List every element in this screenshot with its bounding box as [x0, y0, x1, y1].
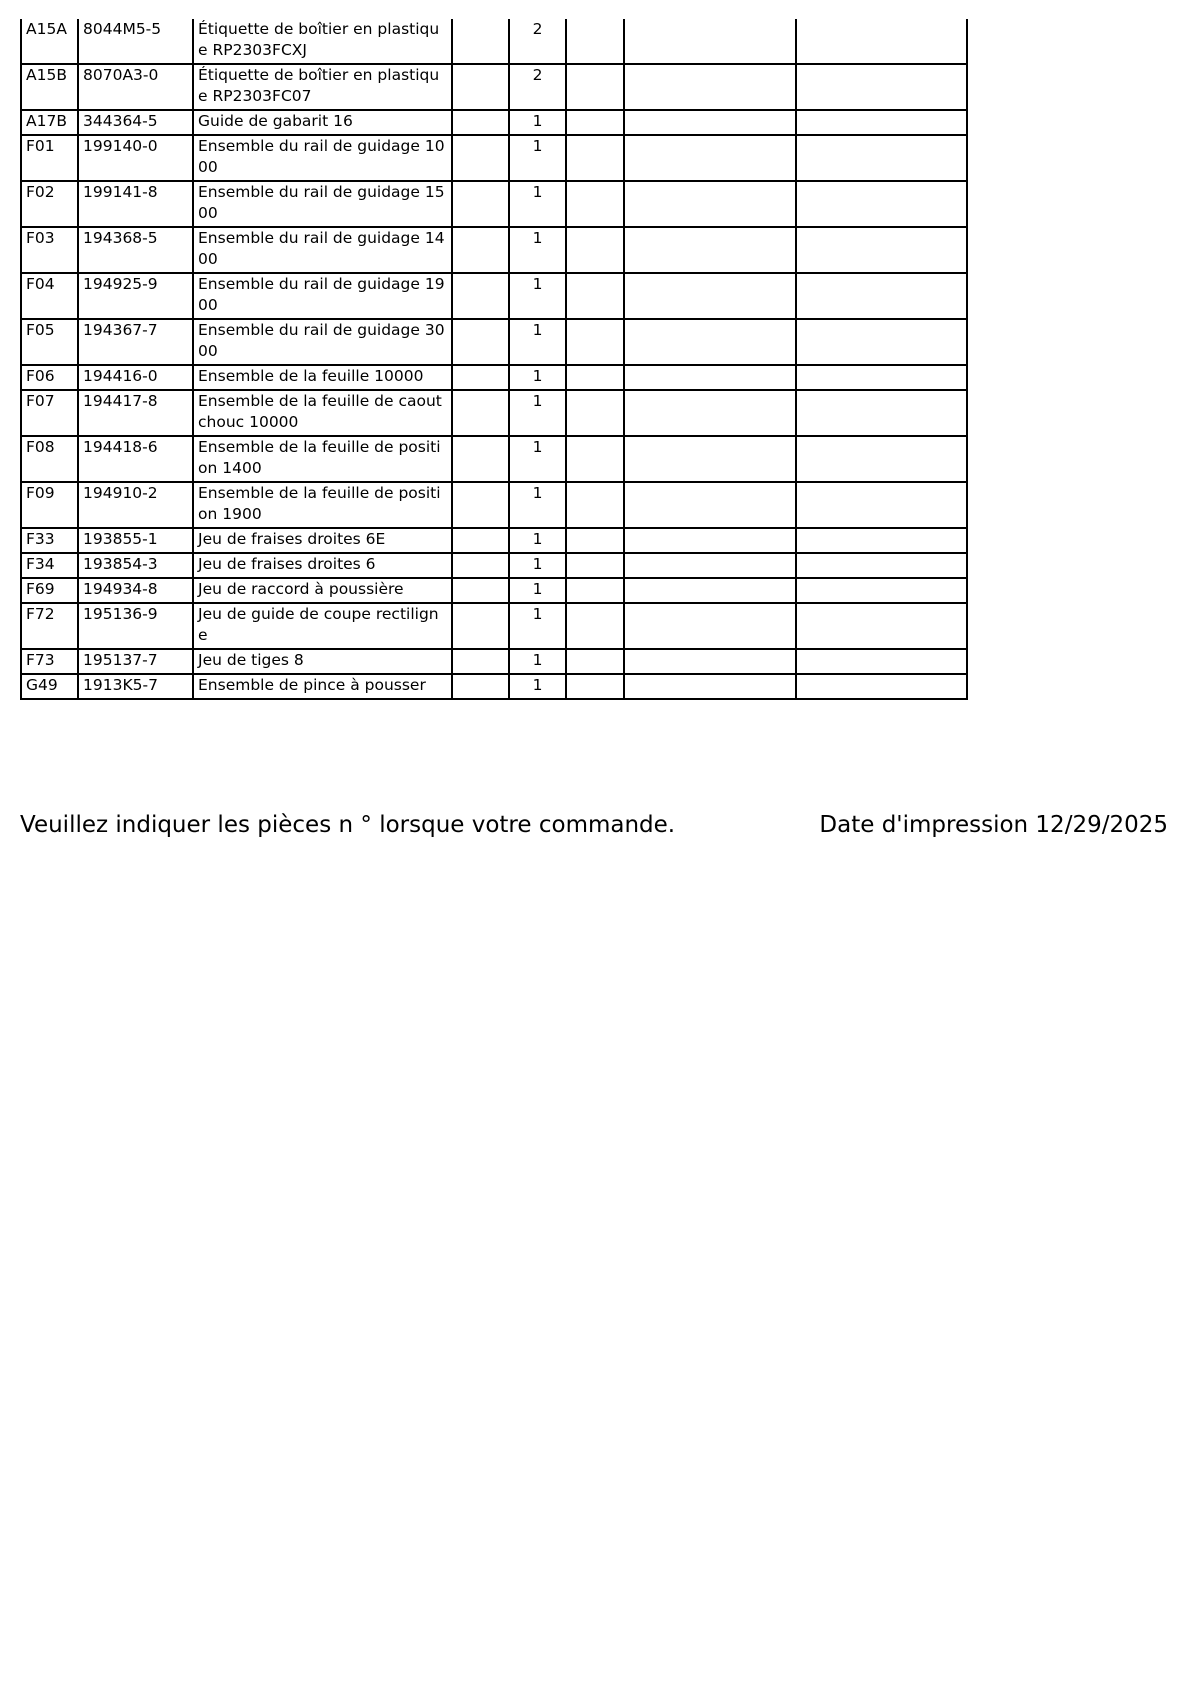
item-number-cell: G49 — [21, 674, 78, 699]
part-number-cell: 195137-7 — [78, 649, 193, 674]
quantity-cell: 1 — [509, 390, 566, 436]
item-number-cell: F02 — [21, 181, 78, 227]
quantity-cell: 1 — [509, 649, 566, 674]
empty-cell — [566, 528, 624, 553]
empty-cell — [796, 649, 967, 674]
part-number-cell: 8044M5-5 — [78, 19, 193, 64]
part-number-cell: 194934-8 — [78, 578, 193, 603]
item-number-cell: F06 — [21, 365, 78, 390]
item-number-cell: F05 — [21, 319, 78, 365]
item-number-cell: F33 — [21, 528, 78, 553]
description-cell: Ensemble du rail de guidage 1000 — [193, 135, 452, 181]
empty-cell — [624, 674, 796, 699]
empty-cell — [624, 436, 796, 482]
item-number-cell: F34 — [21, 553, 78, 578]
empty-cell — [624, 227, 796, 273]
part-number-cell: 344364-5 — [78, 110, 193, 135]
empty-cell — [624, 273, 796, 319]
empty-cell — [566, 482, 624, 528]
item-number-cell: F72 — [21, 603, 78, 649]
description-cell: Étiquette de boîtier en plastique RP2303FCXJ — [193, 19, 452, 64]
quantity-cell: 1 — [509, 436, 566, 482]
table-row — [21, 674, 967, 699]
quantity-cell: 1 — [509, 553, 566, 578]
part-number-cell: 194910-2 — [78, 482, 193, 528]
description-cell: Jeu de raccord à poussière — [193, 578, 452, 603]
description-cell: Guide de gabarit 16 — [193, 110, 452, 135]
item-number-cell: A15A — [21, 19, 78, 64]
table-row — [21, 390, 967, 436]
empty-cell — [452, 273, 509, 319]
empty-cell — [796, 578, 967, 603]
table-row — [21, 319, 967, 365]
part-number-cell: 195136-9 — [78, 603, 193, 649]
empty-cell — [452, 436, 509, 482]
quantity-cell: 1 — [509, 319, 566, 365]
order-note: Veuillez indiquer les pièces n ° lorsque votre commande. — [20, 812, 676, 838]
empty-cell — [566, 64, 624, 110]
empty-cell — [796, 319, 967, 365]
table-row — [21, 578, 967, 603]
part-number-cell: 1913K5-7 — [78, 674, 193, 699]
empty-cell — [566, 135, 624, 181]
part-number-cell: 199141-8 — [78, 181, 193, 227]
empty-cell — [566, 578, 624, 603]
description-cell: Jeu de guide de coupe rectiligne — [193, 603, 452, 649]
description-cell: Jeu de fraises droites 6 — [193, 553, 452, 578]
table-row — [21, 64, 967, 110]
item-number-cell: F04 — [21, 273, 78, 319]
empty-cell — [796, 135, 967, 181]
empty-cell — [566, 674, 624, 699]
table-row — [21, 365, 967, 390]
empty-cell — [452, 319, 509, 365]
quantity-cell: 1 — [509, 135, 566, 181]
part-number-cell: 199140-0 — [78, 135, 193, 181]
print-date: Date d'impression 12/29/2025 — [819, 812, 1168, 838]
empty-cell — [796, 19, 967, 64]
empty-cell — [566, 110, 624, 135]
description-cell: Ensemble du rail de guidage 1400 — [193, 227, 452, 273]
empty-cell — [624, 319, 796, 365]
quantity-cell: 1 — [509, 674, 566, 699]
table-row — [21, 273, 967, 319]
table-row — [21, 227, 967, 273]
quantity-cell: 1 — [509, 227, 566, 273]
empty-cell — [566, 436, 624, 482]
table-row — [21, 110, 967, 135]
part-number-cell: 193854-3 — [78, 553, 193, 578]
empty-cell — [796, 674, 967, 699]
empty-cell — [624, 110, 796, 135]
empty-cell — [624, 390, 796, 436]
empty-cell — [566, 365, 624, 390]
empty-cell — [796, 181, 967, 227]
empty-cell — [796, 482, 967, 528]
empty-cell — [452, 674, 509, 699]
empty-cell — [452, 365, 509, 390]
quantity-cell: 1 — [509, 528, 566, 553]
parts-table-body — [21, 19, 967, 699]
empty-cell — [624, 19, 796, 64]
empty-cell — [452, 528, 509, 553]
part-number-cell: 193855-1 — [78, 528, 193, 553]
empty-cell — [624, 135, 796, 181]
empty-cell — [624, 181, 796, 227]
table-row — [21, 181, 967, 227]
empty-cell — [566, 319, 624, 365]
description-cell: Ensemble du rail de guidage 1500 — [193, 181, 452, 227]
quantity-cell: 1 — [509, 365, 566, 390]
empty-cell — [624, 365, 796, 390]
item-number-cell: F73 — [21, 649, 78, 674]
empty-cell — [452, 578, 509, 603]
table-row — [21, 603, 967, 649]
description-cell: Ensemble de la feuille 10000 — [193, 365, 452, 390]
description-cell: Ensemble de la feuille de caoutchouc 10000 — [193, 390, 452, 436]
quantity-cell: 1 — [509, 181, 566, 227]
empty-cell — [796, 528, 967, 553]
table-row — [21, 482, 967, 528]
part-number-cell: 8070A3-0 — [78, 64, 193, 110]
quantity-cell: 2 — [509, 19, 566, 64]
item-number-cell: F69 — [21, 578, 78, 603]
empty-cell — [566, 649, 624, 674]
description-cell: Étiquette de boîtier en plastique RP2303FC07 — [193, 64, 452, 110]
part-number-cell: 194368-5 — [78, 227, 193, 273]
empty-cell — [452, 649, 509, 674]
description-cell: Ensemble du rail de guidage 3000 — [193, 319, 452, 365]
description-cell: Ensemble de la feuille de position 1400 — [193, 436, 452, 482]
item-number-cell: F01 — [21, 135, 78, 181]
empty-cell — [796, 436, 967, 482]
quantity-cell: 1 — [509, 482, 566, 528]
empty-cell — [566, 273, 624, 319]
empty-cell — [452, 181, 509, 227]
item-number-cell: A15B — [21, 64, 78, 110]
table-row — [21, 436, 967, 482]
item-number-cell: A17B — [21, 110, 78, 135]
empty-cell — [796, 273, 967, 319]
empty-cell — [566, 227, 624, 273]
quantity-cell: 2 — [509, 64, 566, 110]
empty-cell — [452, 110, 509, 135]
empty-cell — [452, 227, 509, 273]
empty-cell — [566, 553, 624, 578]
empty-cell — [452, 553, 509, 578]
empty-cell — [452, 603, 509, 649]
empty-cell — [452, 135, 509, 181]
empty-cell — [624, 482, 796, 528]
empty-cell — [452, 482, 509, 528]
empty-cell — [624, 649, 796, 674]
empty-cell — [624, 578, 796, 603]
quantity-cell: 1 — [509, 603, 566, 649]
empty-cell — [796, 110, 967, 135]
table-row — [21, 528, 967, 553]
parts-table — [20, 19, 968, 700]
table-row — [21, 553, 967, 578]
empty-cell — [796, 603, 967, 649]
part-number-cell: 194418-6 — [78, 436, 193, 482]
table-row — [21, 135, 967, 181]
empty-cell — [796, 365, 967, 390]
empty-cell — [566, 603, 624, 649]
table-row — [21, 649, 967, 674]
empty-cell — [452, 64, 509, 110]
empty-cell — [624, 553, 796, 578]
part-number-cell: 194367-7 — [78, 319, 193, 365]
empty-cell — [566, 19, 624, 64]
item-number-cell: F03 — [21, 227, 78, 273]
quantity-cell: 1 — [509, 273, 566, 319]
empty-cell — [566, 181, 624, 227]
description-cell: Ensemble du rail de guidage 1900 — [193, 273, 452, 319]
table-row — [21, 19, 967, 64]
item-number-cell: F08 — [21, 436, 78, 482]
empty-cell — [624, 603, 796, 649]
part-number-cell: 194416-0 — [78, 365, 193, 390]
empty-cell — [624, 528, 796, 553]
part-number-cell: 194417-8 — [78, 390, 193, 436]
empty-cell — [796, 64, 967, 110]
empty-cell — [452, 19, 509, 64]
item-number-cell: F09 — [21, 482, 78, 528]
empty-cell — [796, 553, 967, 578]
empty-cell — [796, 227, 967, 273]
part-number-cell: 194925-9 — [78, 273, 193, 319]
description-cell: Jeu de tiges 8 — [193, 649, 452, 674]
empty-cell — [452, 390, 509, 436]
empty-cell — [624, 64, 796, 110]
description-cell: Jeu de fraises droites 6E — [193, 528, 452, 553]
description-cell: Ensemble de la feuille de position 1900 — [193, 482, 452, 528]
empty-cell — [566, 390, 624, 436]
quantity-cell: 1 — [509, 110, 566, 135]
empty-cell — [796, 390, 967, 436]
quantity-cell: 1 — [509, 578, 566, 603]
item-number-cell: F07 — [21, 390, 78, 436]
description-cell: Ensemble de pince à pousser — [193, 674, 452, 699]
